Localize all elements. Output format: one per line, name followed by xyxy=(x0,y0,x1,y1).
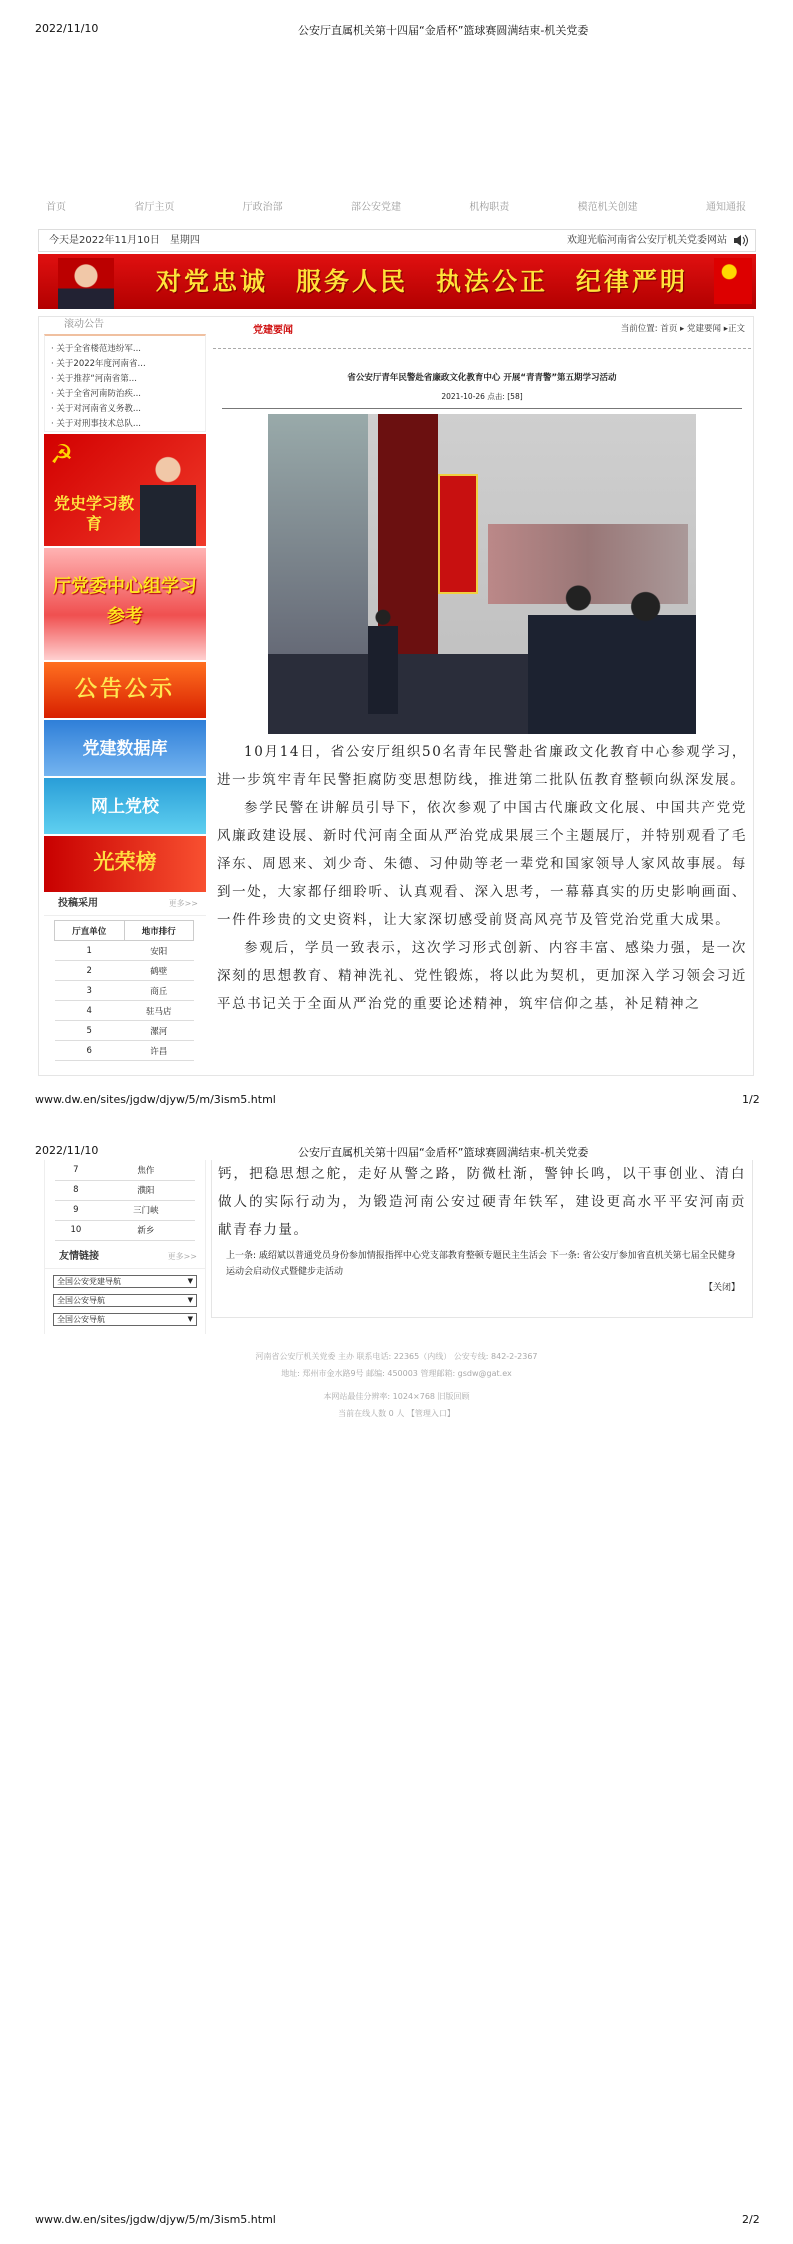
list-item[interactable]: · 关于2022年度河南省... xyxy=(51,359,146,369)
banner-online-school[interactable] xyxy=(44,778,206,834)
sidebar xyxy=(44,316,206,1061)
welcome-text: 欢迎光临河南省公安厅机关党委网站 xyxy=(567,235,727,246)
poll-title: 投稿采用 xyxy=(58,898,98,909)
section-title: 党建要闻 xyxy=(253,325,293,336)
print-url: www.dw.en/sites/jgdw/djyw/5/m/3ism5.html xyxy=(35,2213,276,2226)
table-row: 2 鹤壁 xyxy=(55,961,194,981)
table-row: 6 许昌 xyxy=(55,1041,194,1061)
nav-duties[interactable]: 机构职责 xyxy=(469,202,510,213)
link-select[interactable]: 全国公安导航 ▼ xyxy=(53,1313,197,1326)
banner-slogan: 对党忠诚 服务人民 执法公正 纪律严明 xyxy=(156,267,689,296)
list-item[interactable]: · 关于对刑事技术总队... xyxy=(51,419,142,429)
prev-link[interactable]: 上一条: 戚绍斌以普通党员身份参加情报指挥中心党支部教育整顿专题民主生活会 xyxy=(226,1251,547,1261)
banner-label: 网上党校 xyxy=(91,797,159,817)
print-date: 2022/11/10 xyxy=(35,22,99,35)
table-row: 9 三门峡 xyxy=(55,1200,195,1220)
article-body xyxy=(213,738,751,1012)
article-meta: 2021-10-26 点击: [58] xyxy=(441,392,523,401)
article-photo xyxy=(268,414,696,734)
table-row: 5 漯河 xyxy=(55,1021,194,1041)
print-title: 公安厅直属机关第十四届“金盾杯”篮球赛圆满结束-机关党委 xyxy=(298,24,589,37)
banner-announcements[interactable] xyxy=(44,662,206,718)
nav-party[interactable]: 部公安党建 xyxy=(350,202,401,213)
link-select[interactable]: 全国公安党建导航 ▼ xyxy=(53,1275,197,1288)
column-header: 厅直单位 xyxy=(55,921,125,941)
footer-line: 本网站最佳分辨率: 1024×768 旧版回顾 xyxy=(323,1392,470,1401)
nav-model[interactable]: 模范机关创建 xyxy=(577,202,638,213)
ranking-table xyxy=(55,1160,195,1241)
article-area xyxy=(213,316,751,1012)
nav-province[interactable]: 省厅主页 xyxy=(134,202,175,213)
ranking-table xyxy=(54,920,194,1061)
close-button[interactable]: 【关闭】 xyxy=(703,1283,740,1293)
page-number: 2/2 xyxy=(742,2213,760,2226)
slogan-banner xyxy=(38,254,756,309)
table-row: 8 濮阳 xyxy=(55,1180,195,1200)
scroll-title: 滚动公告 xyxy=(64,319,104,330)
links-section xyxy=(45,1245,205,1269)
footer-line: 当前在线人数 0 人 【管理入口】 xyxy=(338,1409,455,1418)
today-date: 今天是2022年11月10日 星期四 xyxy=(49,235,200,246)
leader-portrait xyxy=(58,258,114,309)
prev-next xyxy=(212,1244,752,1296)
banner-label: 光荣榜 xyxy=(93,850,157,874)
nav-home[interactable]: 首页 xyxy=(46,202,66,213)
party-flag-icon xyxy=(714,258,752,304)
footer-line: 河南省公安厅机关党委 主办 联系电话: 22365（内线） 公安专线: 842-2-2367 xyxy=(255,1352,538,1361)
list-item[interactable]: · 关于对河南省义务教... xyxy=(51,404,142,414)
banner-party-history[interactable] xyxy=(44,434,206,546)
divider xyxy=(213,348,751,349)
link-select[interactable]: 全国公安导航 ▼ xyxy=(53,1294,197,1307)
scroll-notices xyxy=(44,334,206,432)
banner-honor-roll[interactable] xyxy=(44,836,206,892)
paragraph: 10月14日，省公安厅组织50名青年民警赴省廉政文化教育中心参观学习，进一步筑牢青年民警拒腐防变思想防线，推进第二批队伍教育整顿向纵深发展。 xyxy=(217,744,747,788)
nav-politics[interactable]: 厅政治部 xyxy=(242,202,283,213)
breadcrumb[interactable]: 当前位置: 首页 ▸ 党建要闻 ▸正文 xyxy=(620,324,745,334)
next-link[interactable]: 下一条: 省公安厅参加省直机关第七届全民健身运动会启动仪式暨健步走活动 xyxy=(226,1251,736,1277)
article-header xyxy=(213,316,751,338)
list-item[interactable]: · 关于推荐“河南省第... xyxy=(51,374,137,384)
table-row: 3 商丘 xyxy=(55,981,194,1001)
table-row: 7 焦作 xyxy=(55,1160,195,1180)
sidebar-continued xyxy=(44,1160,206,1334)
more-link[interactable]: 更多>> xyxy=(167,1251,197,1261)
divider xyxy=(222,408,742,409)
print-url: www.dw.en/sites/jgdw/djyw/5/m/3ism5.html xyxy=(35,1093,276,1106)
banner-study-reference[interactable] xyxy=(44,548,206,660)
article-area-continued xyxy=(211,1160,753,1318)
banner-label: 党史学习教育 xyxy=(53,494,134,533)
links-title: 友情链接 xyxy=(59,1250,99,1262)
table-row: 4 驻马店 xyxy=(55,1001,194,1021)
poll-section xyxy=(44,892,206,916)
paragraph: 钙，把稳思想之舵，走好从警之路，防微杜渐，警钟长鸣，以干事创业、清白做人的实际行动为，为锻造河南公安过硬青年铁军，建设更高水平平安河南贡献青春力量。 xyxy=(218,1166,746,1238)
banner-label: 党建数据库 xyxy=(82,739,168,759)
banner-label: 厅党委中心组学习参考 xyxy=(53,576,197,627)
column-header: 地市排行 xyxy=(124,921,194,941)
article-title: 省公安厅青年民警赴省廉政文化教育中心 开展“青青警”第五期学习活动 xyxy=(347,373,617,383)
leader-portrait xyxy=(140,448,196,546)
table-row: 10 新乡 xyxy=(55,1220,195,1240)
more-link[interactable]: 更多>> xyxy=(168,899,198,908)
list-item[interactable]: · 关于全省河南防治疾... xyxy=(51,389,142,399)
banner-database[interactable] xyxy=(44,720,206,776)
print-date: 2022/11/10 xyxy=(35,1144,99,1157)
date-bar xyxy=(38,229,756,252)
footer-line: 地址: 郑州市金水路9号 邮编: 450003 管理邮箱: gsdw@gat.ex xyxy=(281,1369,512,1378)
main-nav xyxy=(38,198,754,213)
print-title: 公安厅直属机关第十四届“金盾杯”篮球赛圆满结束-机关党委 xyxy=(298,1146,589,1159)
speaker-icon[interactable] xyxy=(733,234,749,247)
page-number: 1/2 xyxy=(742,1093,760,1106)
paragraph: 参学民警在讲解员引导下，依次参观了中国古代廉政文化展、中国共产党党风廉政建设展、新时代河南全面从严治党成果展三个主题展厅，并特别观看了毛泽东、周恩来、刘少奇、朱德、习仲勋等老一辈党和国家领导人家风故事展。每到一处，大家都仔细聆听、认真观看、深入思考，一幕幕真实的历史影响画面、一件件珍贵的文史资料，让大家深切感受前贤高风亮节及管党治党重大成果。 xyxy=(217,800,747,928)
nav-notices[interactable]: 通知通报 xyxy=(705,202,746,213)
table-row: 1 安阳 xyxy=(55,941,194,961)
paragraph: 参观后，学员一致表示，这次学习形式创新、内容丰富、感染力强，是一次深刻的思想教育、精神洗礼、党性锻炼，将以此为契机，更加深入学习领会习近平总书记关于全面从严治党的重要论述精神，筑牢信仰之基，补足精神之 xyxy=(217,940,747,1012)
list-item[interactable]: · 关于全省楼范违纷军... xyxy=(51,344,142,354)
hammer-sickle-icon: ☭ xyxy=(50,440,74,470)
banner-label: 公告公示 xyxy=(74,677,175,702)
article-body xyxy=(214,1160,750,1244)
